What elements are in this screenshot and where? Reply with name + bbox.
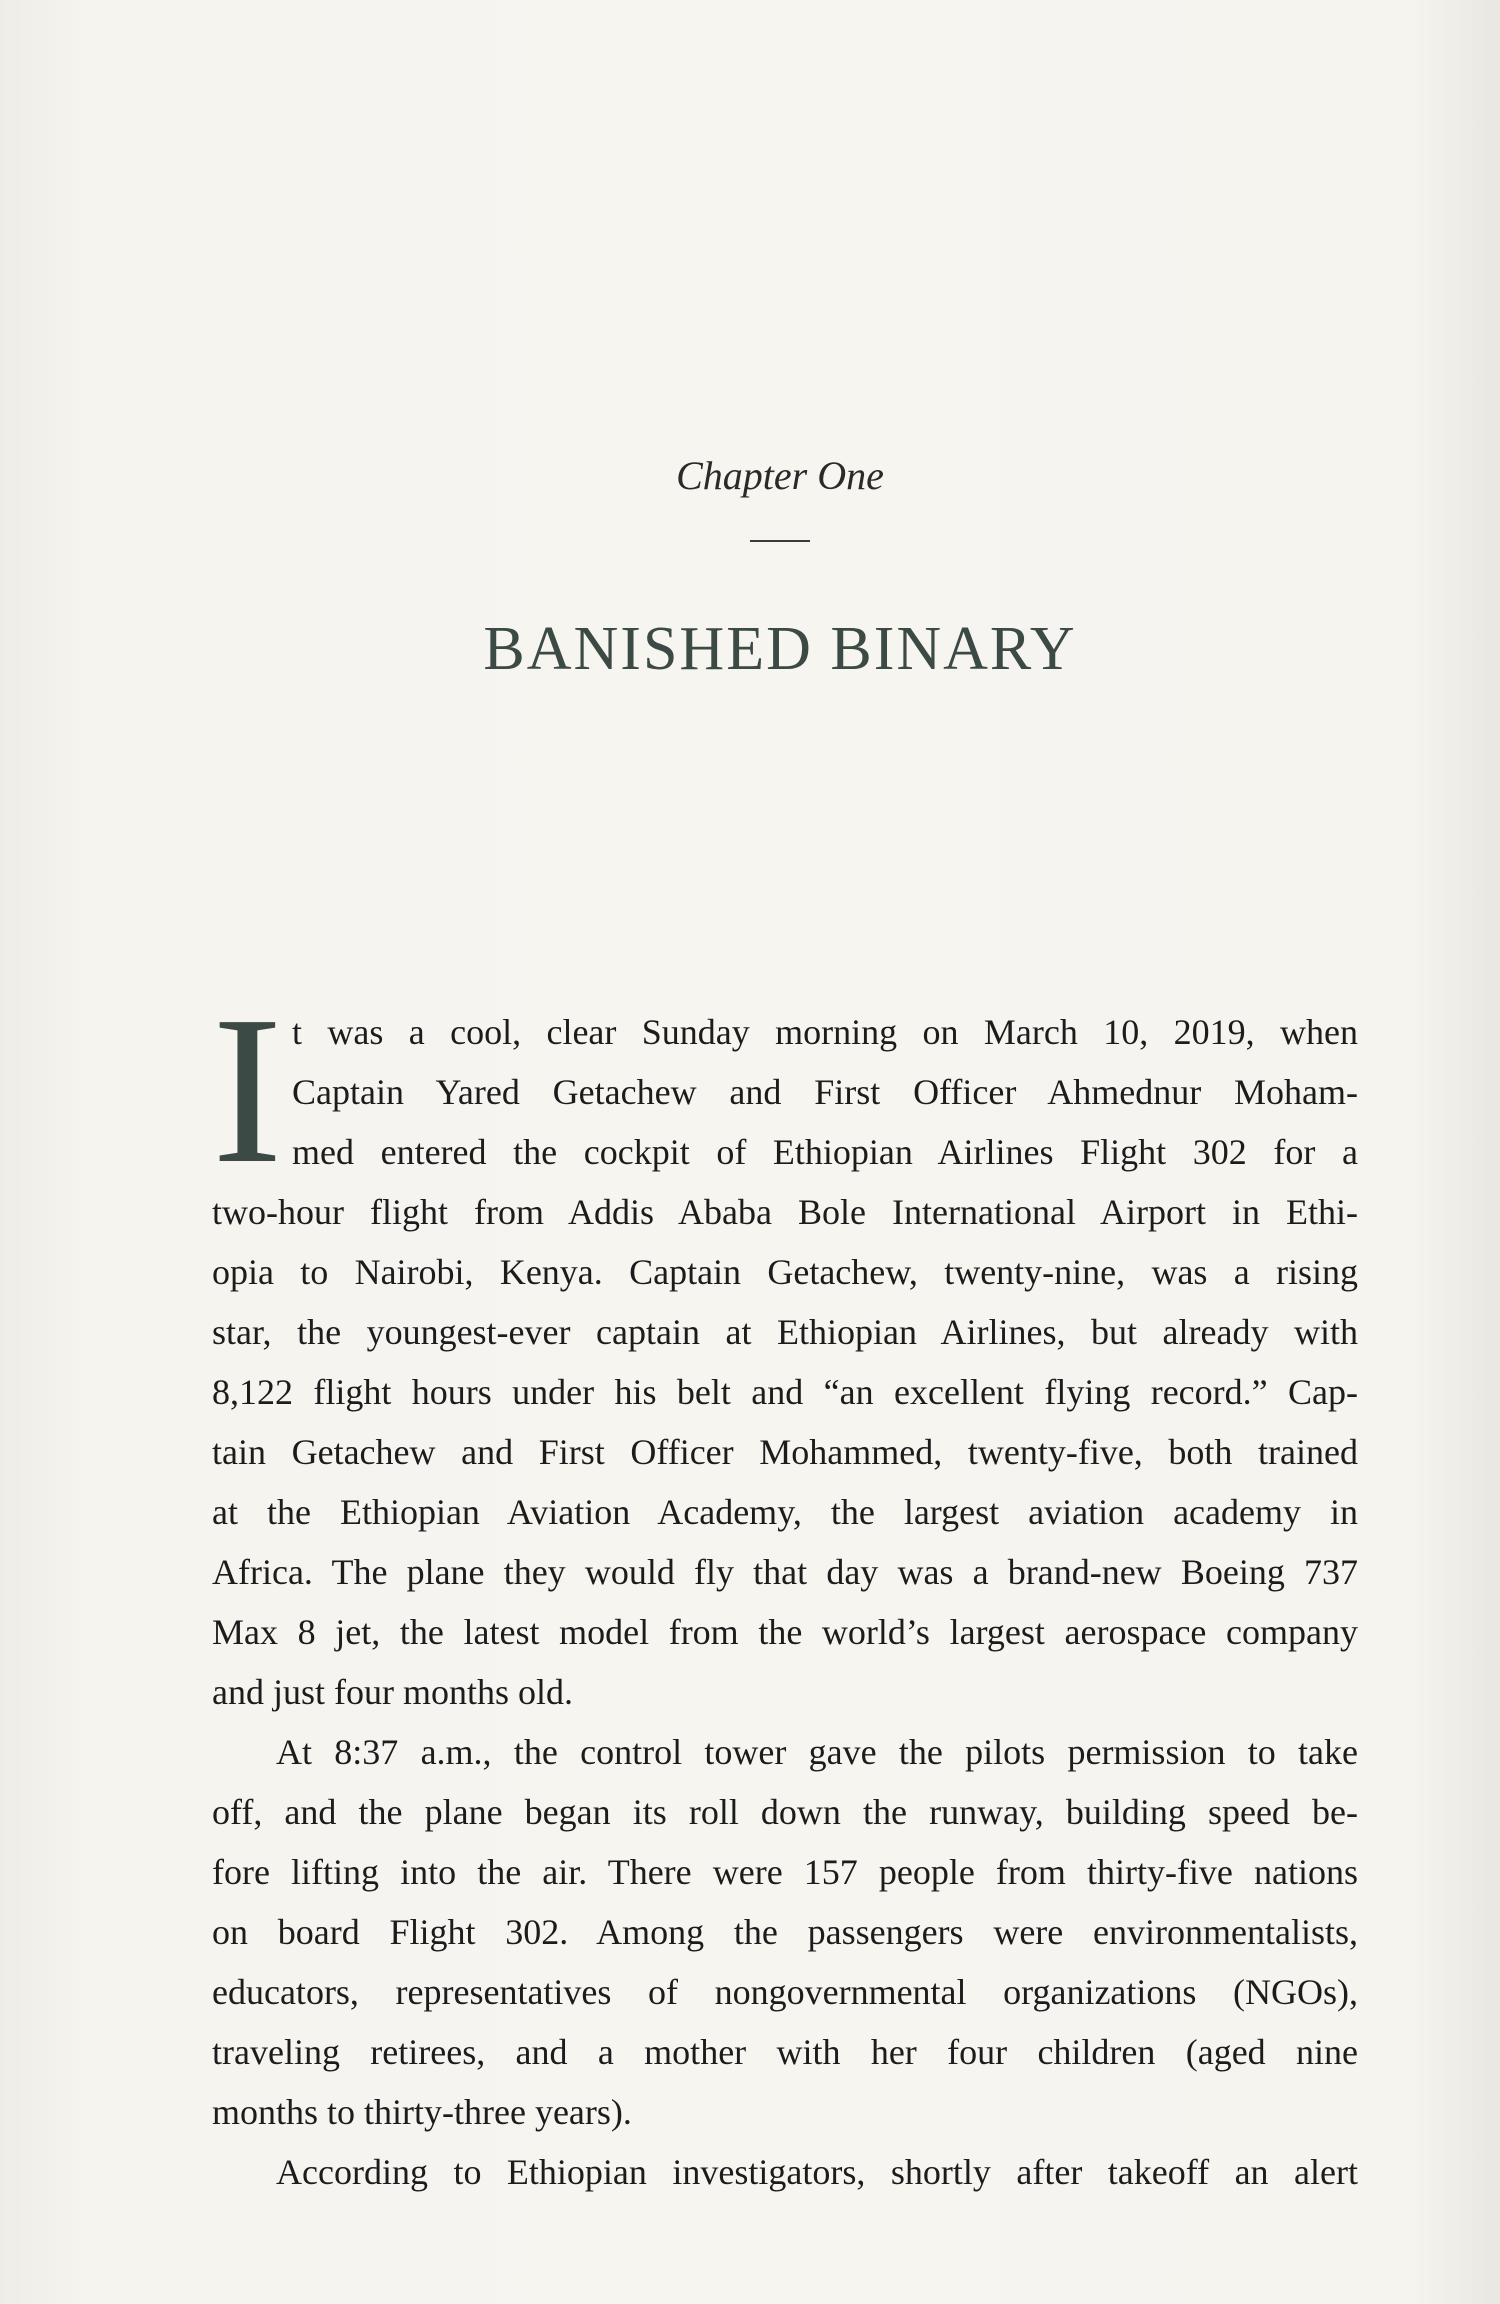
text-line: traveling retirees, and a mother with her four children (aged nine [212,2032,1358,2072]
text-line: fore lifting into the air. There were 157 people from thirty-five nations [212,1852,1358,1892]
text-line: t was a cool, clear Sunday morning on March 10, 2019, when [292,1012,1358,1052]
drop-cap-letter: I [212,972,283,1207]
chapter-title: BANISHED BINARY [483,614,1077,683]
text-line: at the Ethiopian Aviation Academy, the largest aviation academy in [212,1492,1358,1532]
text-line: opia to Nairobi, Kenya. Captain Getachew, twenty-nine, was a rising [212,1252,1358,1292]
text-line: off, and the plane began its roll down the runway, building speed be- [212,1792,1358,1832]
text-line: months to thirty-three years). [212,2092,632,2132]
chapter-label: Chapter One [676,453,884,498]
text-line: 8,122 flight hours under his belt and “an excellent flying record.” Cap- [212,1372,1358,1412]
text-line: educators, representatives of nongovernmental organizations (NGOs), [212,1972,1358,2012]
chapter-body-text [212,972,1358,2202]
text-line: med entered the cockpit of Ethiopian Airlines Flight 302 for a [292,1132,1358,1172]
text-line: Captain Yared Getachew and First Officer Ahmednur Moham- [292,1072,1358,1112]
text-line: star, the youngest-ever captain at Ethiopian Airlines, but already with [212,1312,1358,1352]
text-line: and just four months old. [212,1672,573,1712]
text-line: tain Getachew and First Officer Mohammed, twenty-five, both trained [212,1432,1358,1472]
chapter-rule-divider [750,540,810,542]
text-line: Africa. The plane they would fly that day was a brand-new Boeing 737 [212,1552,1358,1592]
text-line: on board Flight 302. Among the passengers were environmentalists, [212,1912,1358,1952]
text-line: According to Ethiopian investigators, shortly after takeoff an alert [276,2152,1358,2192]
text-line: At 8:37 a.m., the control tower gave the pilots permission to take [276,1732,1358,1772]
text-line: two-hour flight from Addis Ababa Bole International Airport in Ethi- [212,1192,1358,1232]
text-line: Max 8 jet, the latest model from the world’s largest aerospace company [212,1612,1358,1652]
